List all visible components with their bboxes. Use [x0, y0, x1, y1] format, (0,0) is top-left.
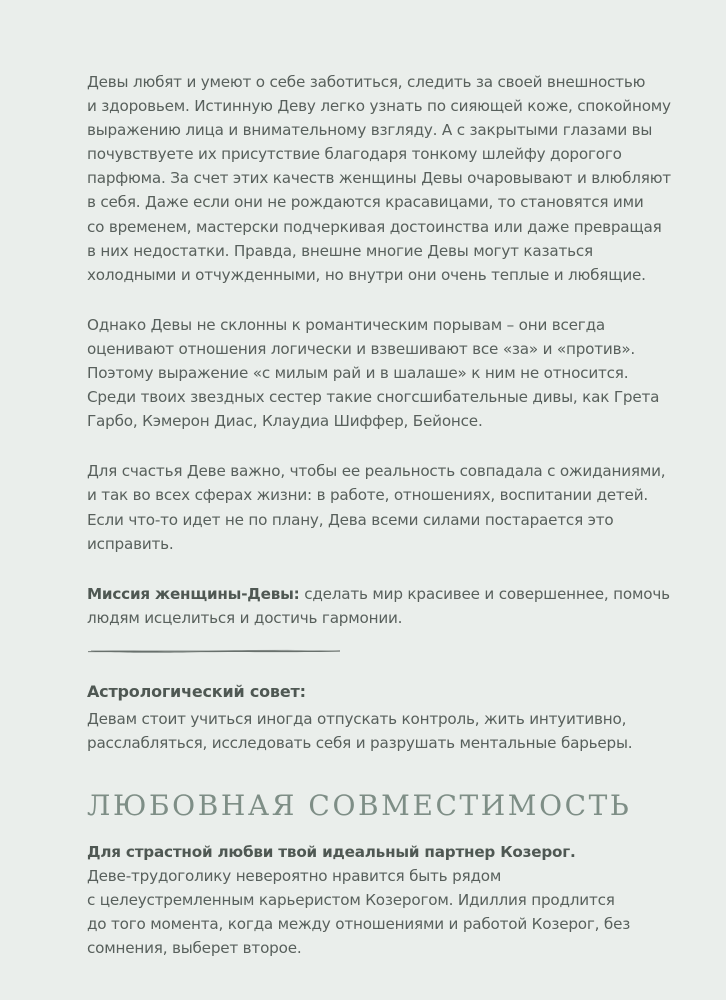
text-line: Для счастья Деве важно, чтобы ее реальность совпадала с ожиданиями, — [87, 462, 666, 481]
text-line: почувствуете их присутствие благодаря тонкому шлейфу дорогого — [87, 145, 622, 164]
compatibility-paragraph — [87, 840, 687, 960]
mission-label: Миссия женщины-Девы: — [87, 584, 300, 603]
text-line: Девам стоит учиться иногда отпускать контроль, жить интуитивно, — [87, 709, 627, 728]
text-line: оценивают отношения логически и взвешивают все «за» и «против». — [87, 339, 636, 358]
text-line: Девы любят и умеют о себе заботиться, следить за своей внешностью — [87, 73, 646, 91]
text-line: парфюма. За счет этих качеств женщины Девы очаровывают и влюбляют — [87, 169, 671, 188]
text-line: выражению лица и внимательному взгляду. А с закрытыми глазами вы — [87, 121, 653, 140]
text-line: и здоровьем. Истинную Деву легко узнать по сияющей коже, спокойному — [87, 97, 671, 116]
section-title: ЛЮБОВНАЯ СОВМЕСТИМОСТЬ — [87, 789, 632, 823]
page-content — [87, 70, 687, 961]
text-line: Деве-трудоголику невероятно нравится быть рядом — [87, 867, 502, 886]
intro-paragraph — [87, 70, 687, 287]
text-line: до того момента, когда между отношениями и работой Козерог, без — [87, 915, 631, 934]
text-line: с целеустремленным карьеристом Козерогом. Идиллия продлится — [87, 891, 615, 910]
mission-paragraph — [87, 582, 687, 630]
text-line: и так во всех сферах жизни: в работе, отношениях, воспитании детей. — [87, 486, 648, 505]
text-line: Однако Девы не склонны к романтическим порывам – они всегда — [87, 315, 605, 334]
text-line: людям исцелиться и достичь гармонии. — [87, 608, 403, 627]
text-line: со временем, мастерски подчеркивая достоинства или даже превращая — [87, 217, 662, 236]
text-line — [87, 582, 687, 606]
text-line: исправить. — [87, 534, 174, 553]
text-line: в себя. Даже если они не рождаются красавицами, то становятся ими — [87, 193, 644, 212]
text-line: Если что-то идет не по плану, Дева всеми силами постарается это — [87, 510, 614, 529]
advice-paragraph — [87, 707, 687, 755]
text-line: расслабляться, исследовать себя и разрушать ментальные барьеры. — [87, 733, 633, 752]
text-line: Среди твоих звездных сестер такие сногсшибательные дивы, как Грета — [87, 388, 660, 407]
advice-title: Астрологический совет: — [87, 681, 306, 701]
text-line: холодными и отчужденными, но внутри они очень теплые и любящие. — [87, 265, 646, 284]
text-line: в них недостатки. Правда, внешне многие Девы могут казаться — [87, 241, 593, 260]
happiness-paragraph — [87, 459, 687, 555]
text-line: сомнения, выберет второе. — [87, 939, 302, 958]
mission-text: сделать мир красивее и совершеннее, помочь — [299, 584, 670, 603]
text-line: Гарбо, Кэмерон Диас, Клаудиа Шиффер, Бейонсе. — [87, 412, 483, 431]
romance-paragraph — [87, 313, 687, 433]
brush-divider — [87, 648, 341, 654]
compatibility-lead: Для страстной любви твой идеальный партнер Козерог. — [87, 843, 576, 862]
text-line: Поэтому выражение «с милым рай и в шалаше» к ним не относится. — [87, 364, 629, 383]
